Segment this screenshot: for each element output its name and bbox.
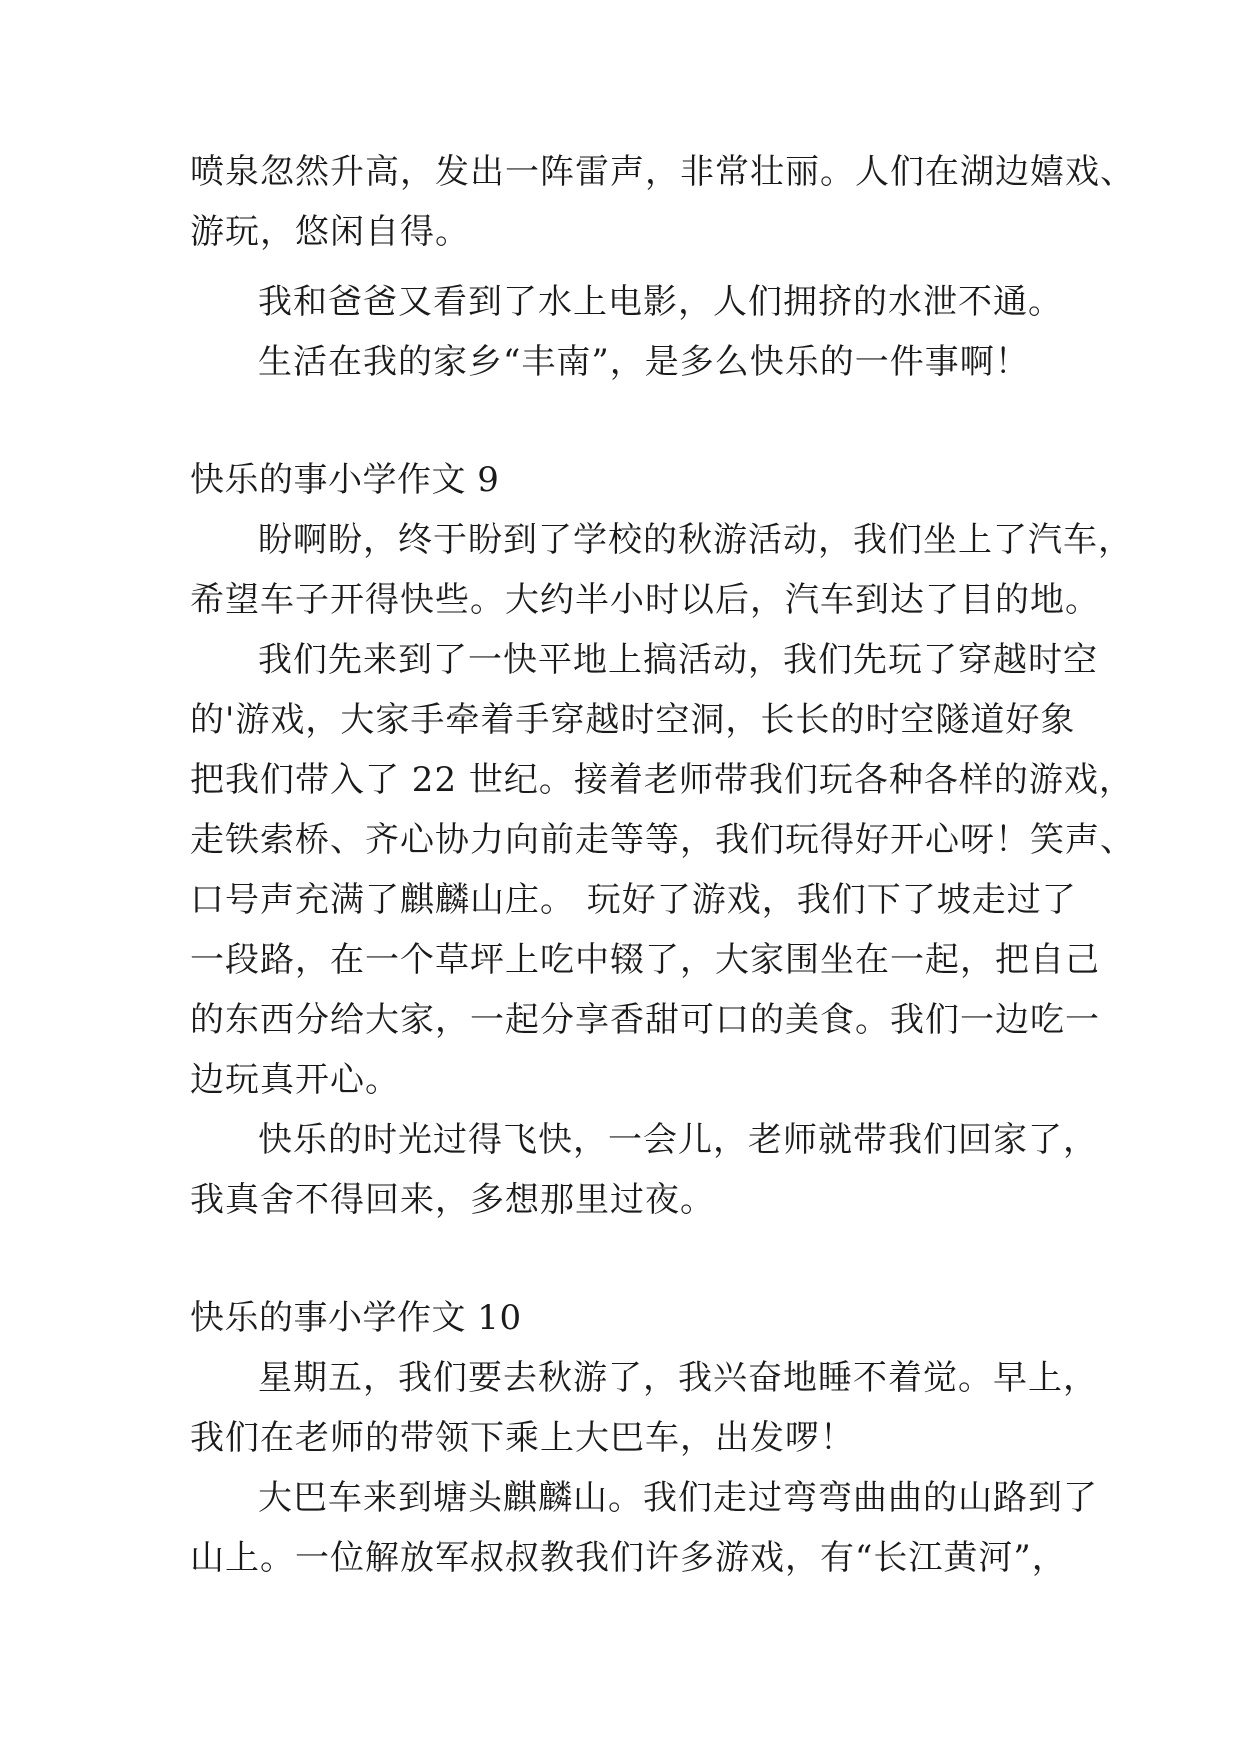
section-heading: 快乐的事小学作文 9 [190,460,500,500]
text-line: 喷泉忽然升高，发出一阵雷声，非常壮丽。人们在湖边嬉戏、 [190,152,1135,192]
text-line: 我真舍不得回来，多想那里过夜。 [190,1180,715,1220]
text-line: 盼啊盼，终于盼到了学校的秋游活动，我们坐上了汽车， [258,520,1133,560]
text-line: 快乐的时光过得飞快，一会儿，老师就带我们回家了， [258,1120,1098,1160]
section-heading: 快乐的事小学作文 10 [190,1298,522,1338]
text-line: 口号声充满了麒麟山庄。 玩好了游戏，我们下了坡走过了 [190,880,1077,920]
text-line: 的东西分给大家，一起分享香甜可口的美食。我们一边吃一 [190,1000,1100,1040]
text-line: 希望车子开得快些。大约半小时以后，汽车到达了目的地。 [190,580,1100,620]
text-line: 我和爸爸又看到了水上电影，人们拥挤的水泄不通。 [258,282,1063,322]
text-line: 边玩真开心。 [190,1060,400,1100]
text-line: 一段路，在一个草坪上吃中辍了，大家围坐在一起，把自己 [190,940,1100,980]
text-line: 大巴车来到塘头麒麟山。我们走过弯弯曲曲的山路到了 [258,1478,1098,1518]
text-line: 游玩，悠闲自得。 [190,212,470,252]
text-line: 走铁索桥、齐心协力向前走等等，我们玩得好开心呀！笑声、 [190,820,1135,860]
text-line: 星期五，我们要去秋游了，我兴奋地睡不着觉。早上， [258,1358,1098,1398]
text-line: 生活在我的家乡“丰南”，是多么快乐的一件事啊！ [258,342,1030,382]
text-line: 我们在老师的带领下乘上大巴车，出发啰！ [190,1418,855,1458]
text-line: 把我们带入了 22 世纪。接着老师带我们玩各种各样的游戏， [190,760,1134,800]
text-line: 我们先来到了一快平地上搞活动，我们先玩了穿越时空 [258,640,1098,680]
text-line: 的'游戏，大家手牵着手穿越时空洞，长长的时空隧道好象 [190,700,1076,740]
text-line: 山上。一位解放军叔叔教我们许多游戏，有“长江黄河”， [190,1538,1067,1578]
